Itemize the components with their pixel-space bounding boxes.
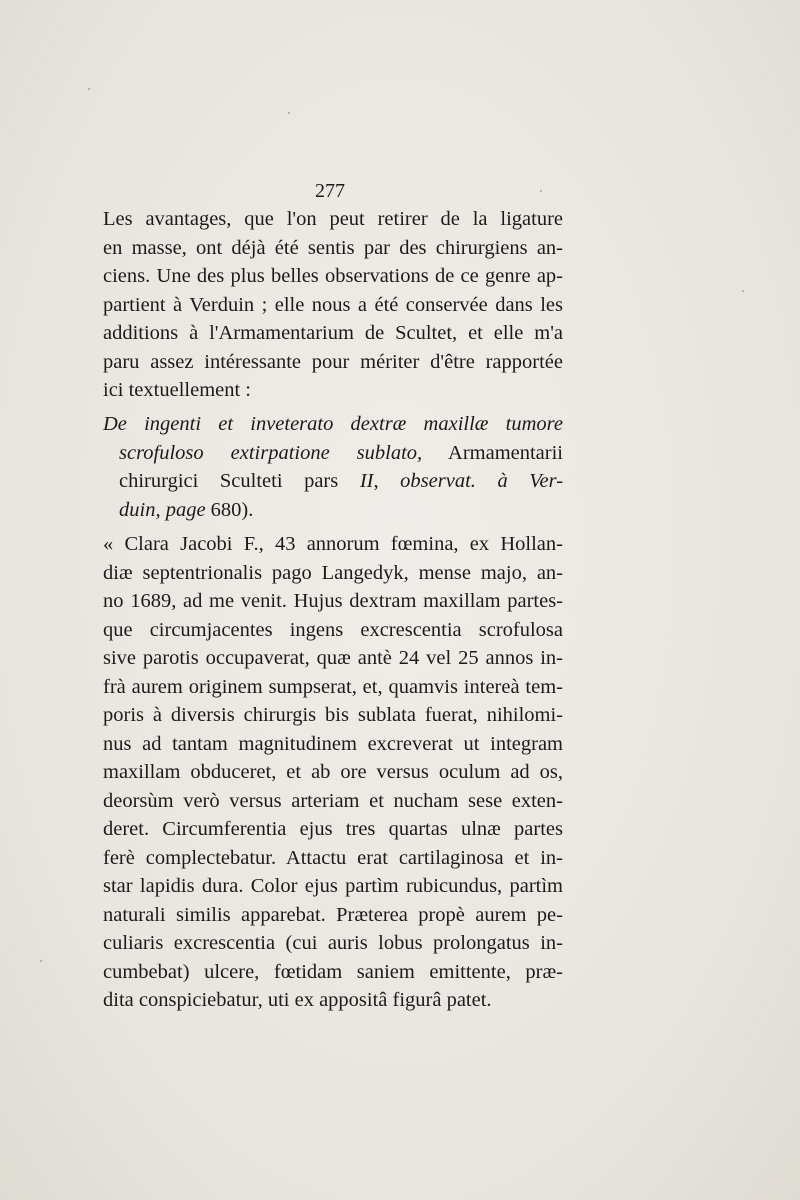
text-line: sive parotis occupaverat, quæ antè 24 vel 25 annos in- xyxy=(103,647,563,669)
text-line: diæ septentrionalis pago Langedyk, mense majo, an- xyxy=(103,561,563,584)
text-line: partient à Verduin ; elle nous a été conservée dans les xyxy=(103,293,563,316)
citation-page-number: 680). xyxy=(205,498,254,521)
text-line: dita conspiciebatur, uti ex appositâ figurâ patet. xyxy=(103,989,492,1011)
citation-block xyxy=(103,410,563,524)
text-line: star lapidis dura. Color ejus partìm rubicundus, partìm xyxy=(103,875,563,897)
text-line: maxillam obduceret, et ab ore versus oculum ad os, xyxy=(103,761,563,783)
citation-line xyxy=(103,439,563,468)
text-line: ciens. Une des plus belles observations de ce genre ap- xyxy=(103,265,563,287)
citation-source: chirurgici Sculteti pars xyxy=(119,470,360,492)
paper-speck xyxy=(40,960,42,962)
intro-paragraph xyxy=(103,205,563,405)
citation-title-end: scrofuloso extirpatione sublato, xyxy=(119,441,423,464)
text-line: culiaris excrescentia (cui auris lobus prolongatus in- xyxy=(103,932,563,954)
latin-quote-paragraph xyxy=(103,530,563,1015)
citation-part: II xyxy=(359,470,374,492)
citation-source: Armamentarii xyxy=(422,441,563,464)
text-line: no 1689, ad me venit. Hujus dextram maxillam partes- xyxy=(103,590,563,612)
text-line: naturali similis apparebat. Præterea propè aurem pe- xyxy=(103,903,563,926)
citation-line xyxy=(103,467,563,496)
text-line: ici textuellement : xyxy=(103,379,252,401)
text-line: deorsùm verò versus arteriam et nucham sese exten- xyxy=(103,789,563,812)
citation-separator: , xyxy=(373,470,401,492)
text-line: que circumjacentes ingens excrescentia scrofulosa xyxy=(103,618,563,641)
paper-speck xyxy=(88,88,90,90)
paper-speck xyxy=(288,112,290,114)
citation-line xyxy=(103,496,563,525)
citation-page-label: duin, page xyxy=(119,498,206,521)
text-line: Les avantages, que l'on peut retirer de la ligature xyxy=(103,208,563,230)
paper-speck xyxy=(540,190,542,192)
text-line: cumbebat) ulcere, fœtidam saniem emittente, præ- xyxy=(103,960,563,983)
citation-observation: observat. à Ver- xyxy=(400,470,563,492)
text-line: paru assez intéressante pour mériter d'être rapportée xyxy=(103,350,563,373)
paper-speck xyxy=(742,290,744,292)
text-line: « Clara Jacobi F., 43 annorum fœmina, ex Hollan- xyxy=(103,533,563,555)
text-line: additions à l'Armamentarium de Scultet, et elle m'a xyxy=(103,322,563,344)
text-line: ferè complectebatur. Attactu erat cartilaginosa et in- xyxy=(103,846,563,869)
text-line: nus ad tantam magnitudinem excreverat ut integram xyxy=(103,732,563,755)
citation-line xyxy=(103,410,563,439)
text-line: poris à diversis chirurgis bis sublata fuerat, nihilomi- xyxy=(103,704,563,726)
text-line: frà aurem originem sumpserat, et, quamvis intereà tem- xyxy=(103,675,563,698)
citation-title: De ingenti et inveterato dextræ maxillæ tumore xyxy=(103,413,563,435)
page-number: 277 xyxy=(315,180,345,202)
text-line: deret. Circumferentia ejus tres quartas ulnæ partes xyxy=(103,818,563,840)
text-line: en masse, ont déjà été sentis par des chirurgiens an- xyxy=(103,236,563,259)
